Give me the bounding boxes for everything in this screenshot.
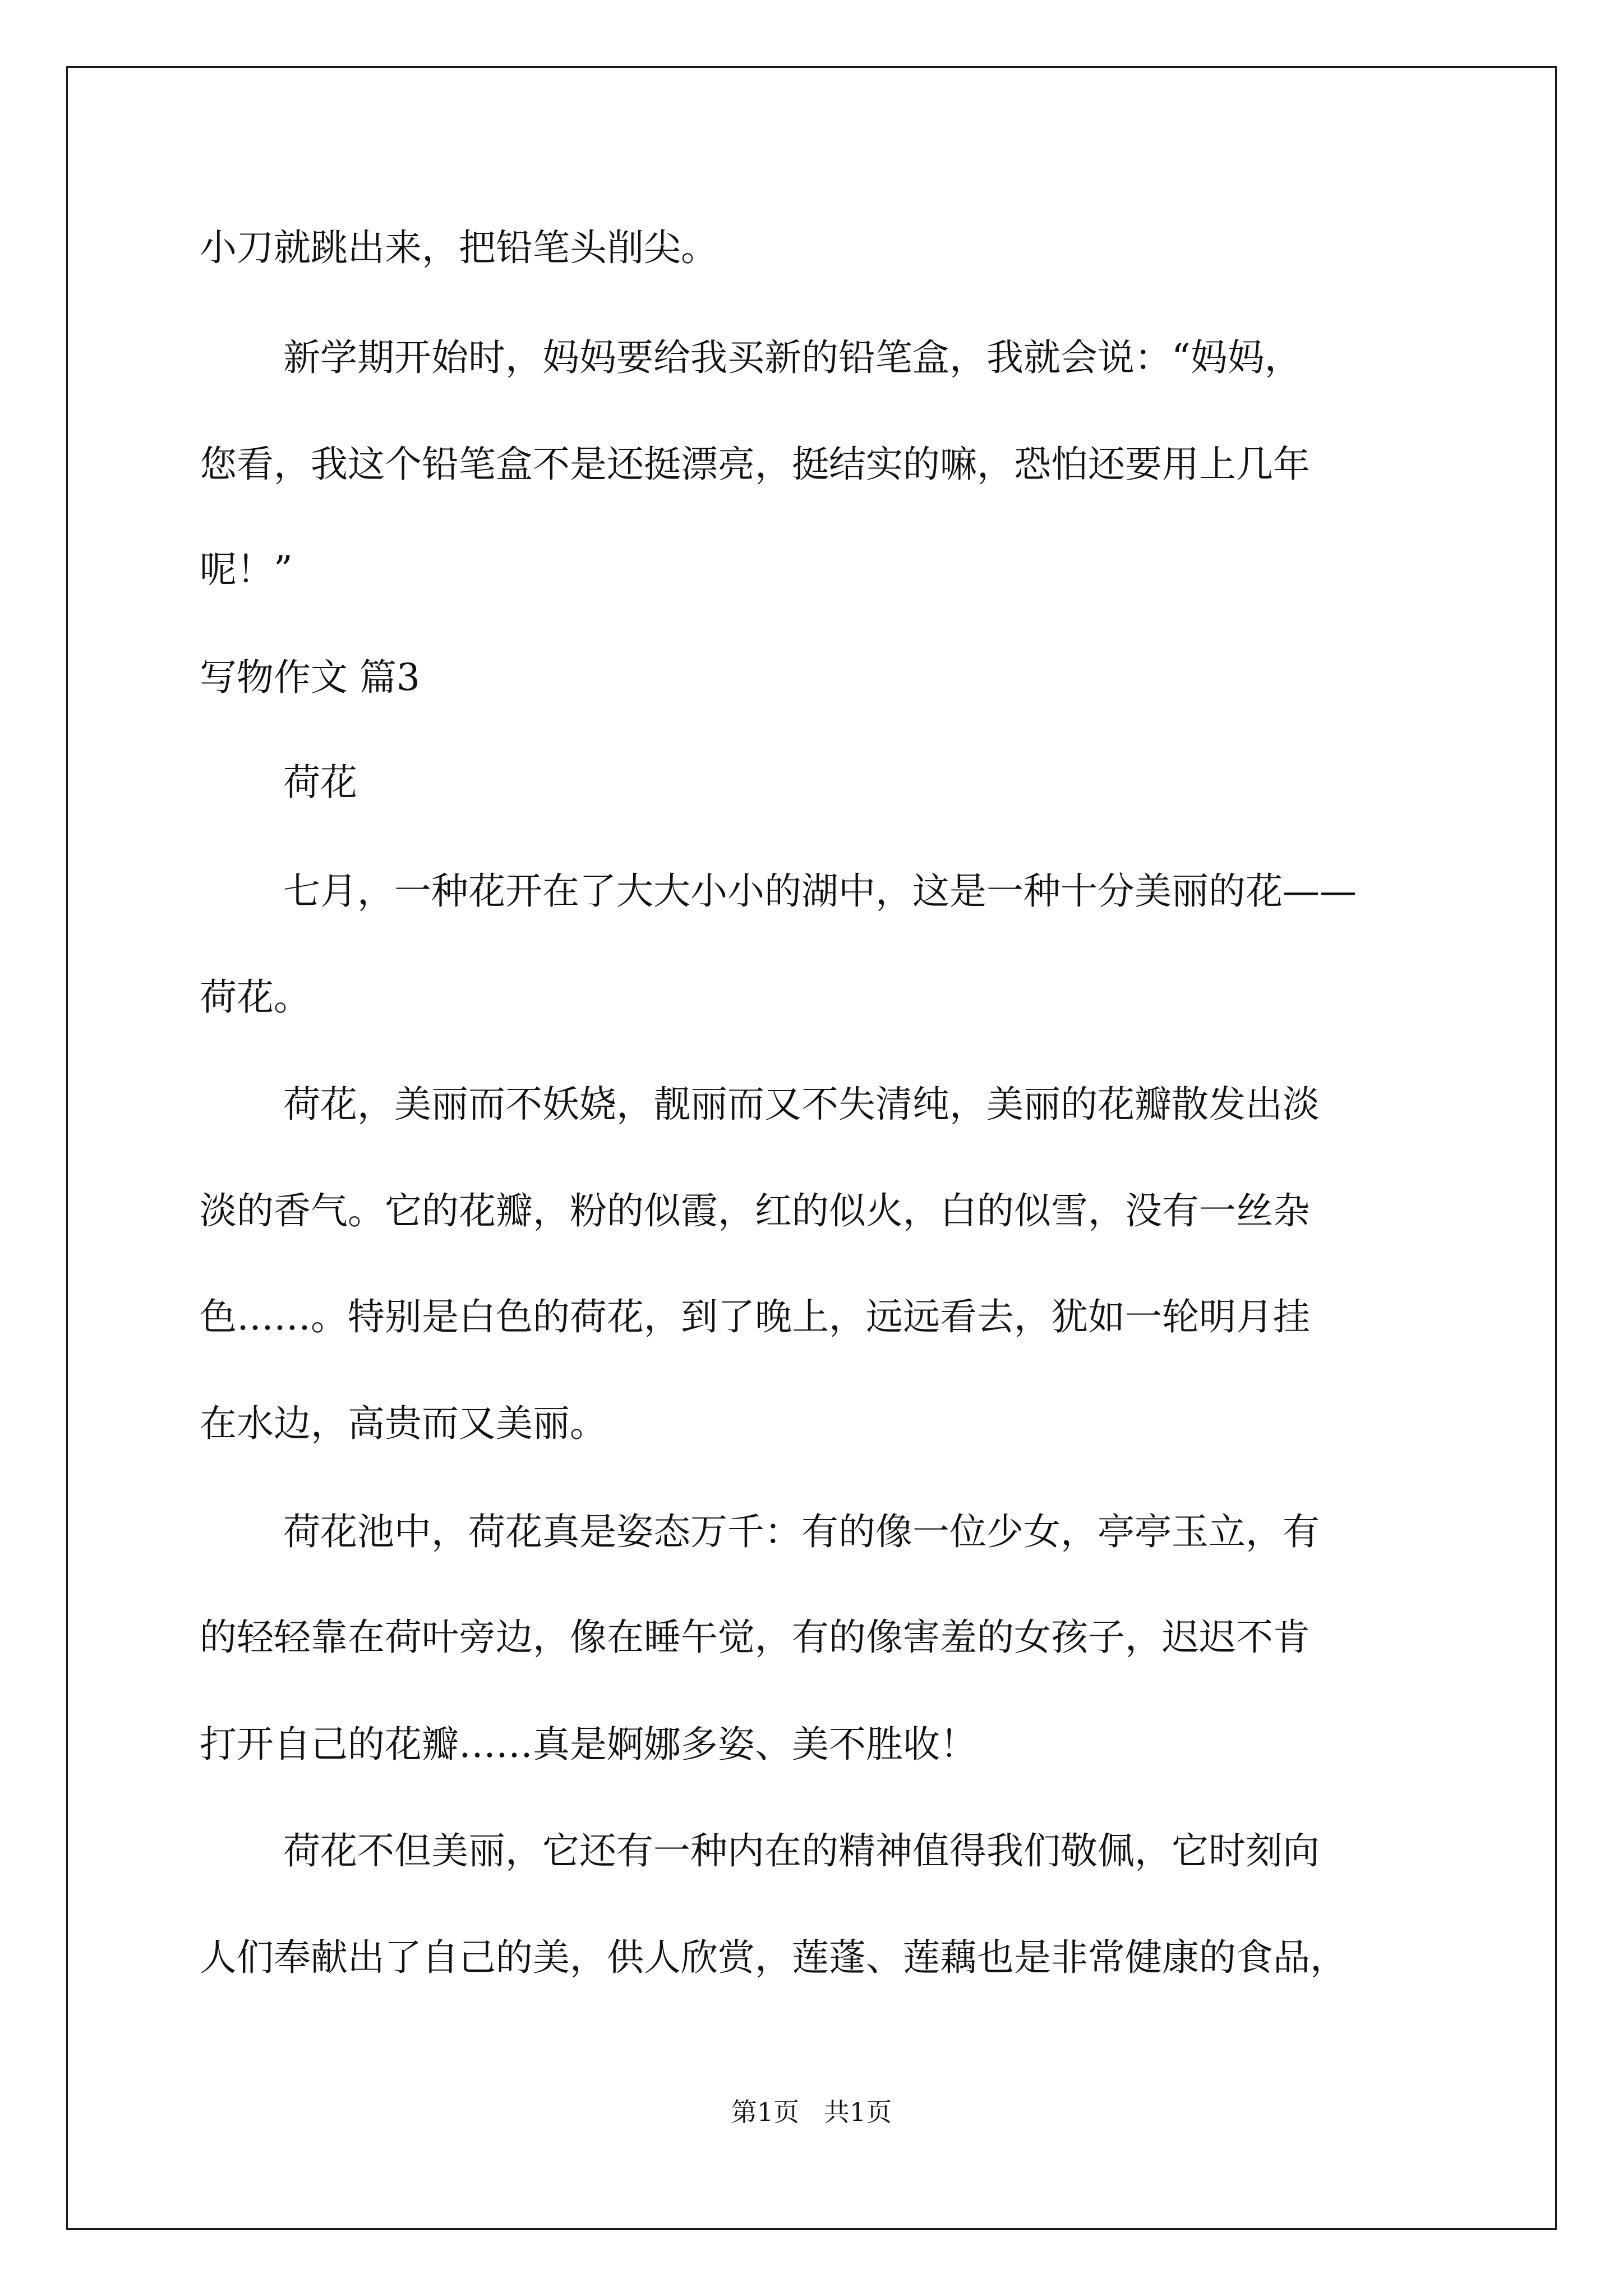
section-heading: 写物作文 篇3	[200, 656, 420, 699]
body-line-9: 荷花，美丽而不妖娆，靓丽而又不失清纯，美丽的花瓣散发出淡	[283, 1083, 1320, 1126]
body-line-15: 打开自己的花瓣……真是婀娜多姿、美不胜收！	[200, 1723, 977, 1766]
body-line-13: 荷花池中，荷花真是姿态万千：有的像一位少女，亭亭玉立，有	[283, 1510, 1320, 1553]
body-line-16: 荷花不但美丽，它还有一种内在的精神值得我们敬佩，它时刻向	[283, 1829, 1320, 1872]
body-line-11: 色……。特别是白色的荷花，到了晚上，远远看去，犹如一轮明月挂	[200, 1295, 1310, 1338]
body-line-7: 七月，一种花开在了大大小小的湖中，这是一种十分美丽的花——	[283, 869, 1357, 913]
body-line-12: 在水边，高贵而又美丽。	[200, 1402, 607, 1445]
body-line-8: 荷花。	[200, 976, 311, 1019]
body-line-14: 的轻轻靠在荷叶旁边，像在睡午觉，有的像害羞的女孩子，迟迟不肯	[200, 1616, 1310, 1659]
body-line-17: 人们奉献出了自己的美，供人欣赏，莲蓬、莲藕也是非常健康的食品，	[200, 1936, 1347, 1979]
page-footer: 第1页 共1页	[731, 2097, 892, 2127]
body-line-4: 呢！”	[200, 548, 293, 591]
body-line-3: 您看，我这个铅笔盒不是还挺漂亮，挺结实的嘛，恐怕还要用上几年	[200, 443, 1310, 486]
body-line-10: 淡的香气。它的花瓣，粉的似霞，红的似火，白的似雪，没有一丝杂	[200, 1189, 1310, 1232]
body-line-1: 小刀就跳出来，把铅笔头削尖。	[200, 226, 718, 269]
essay-title: 荷花	[283, 761, 357, 804]
page-frame	[66, 66, 1557, 2230]
body-line-2: 新学期开始时，妈妈要给我买新的铅笔盒，我就会说：“妈妈，	[283, 336, 1302, 379]
